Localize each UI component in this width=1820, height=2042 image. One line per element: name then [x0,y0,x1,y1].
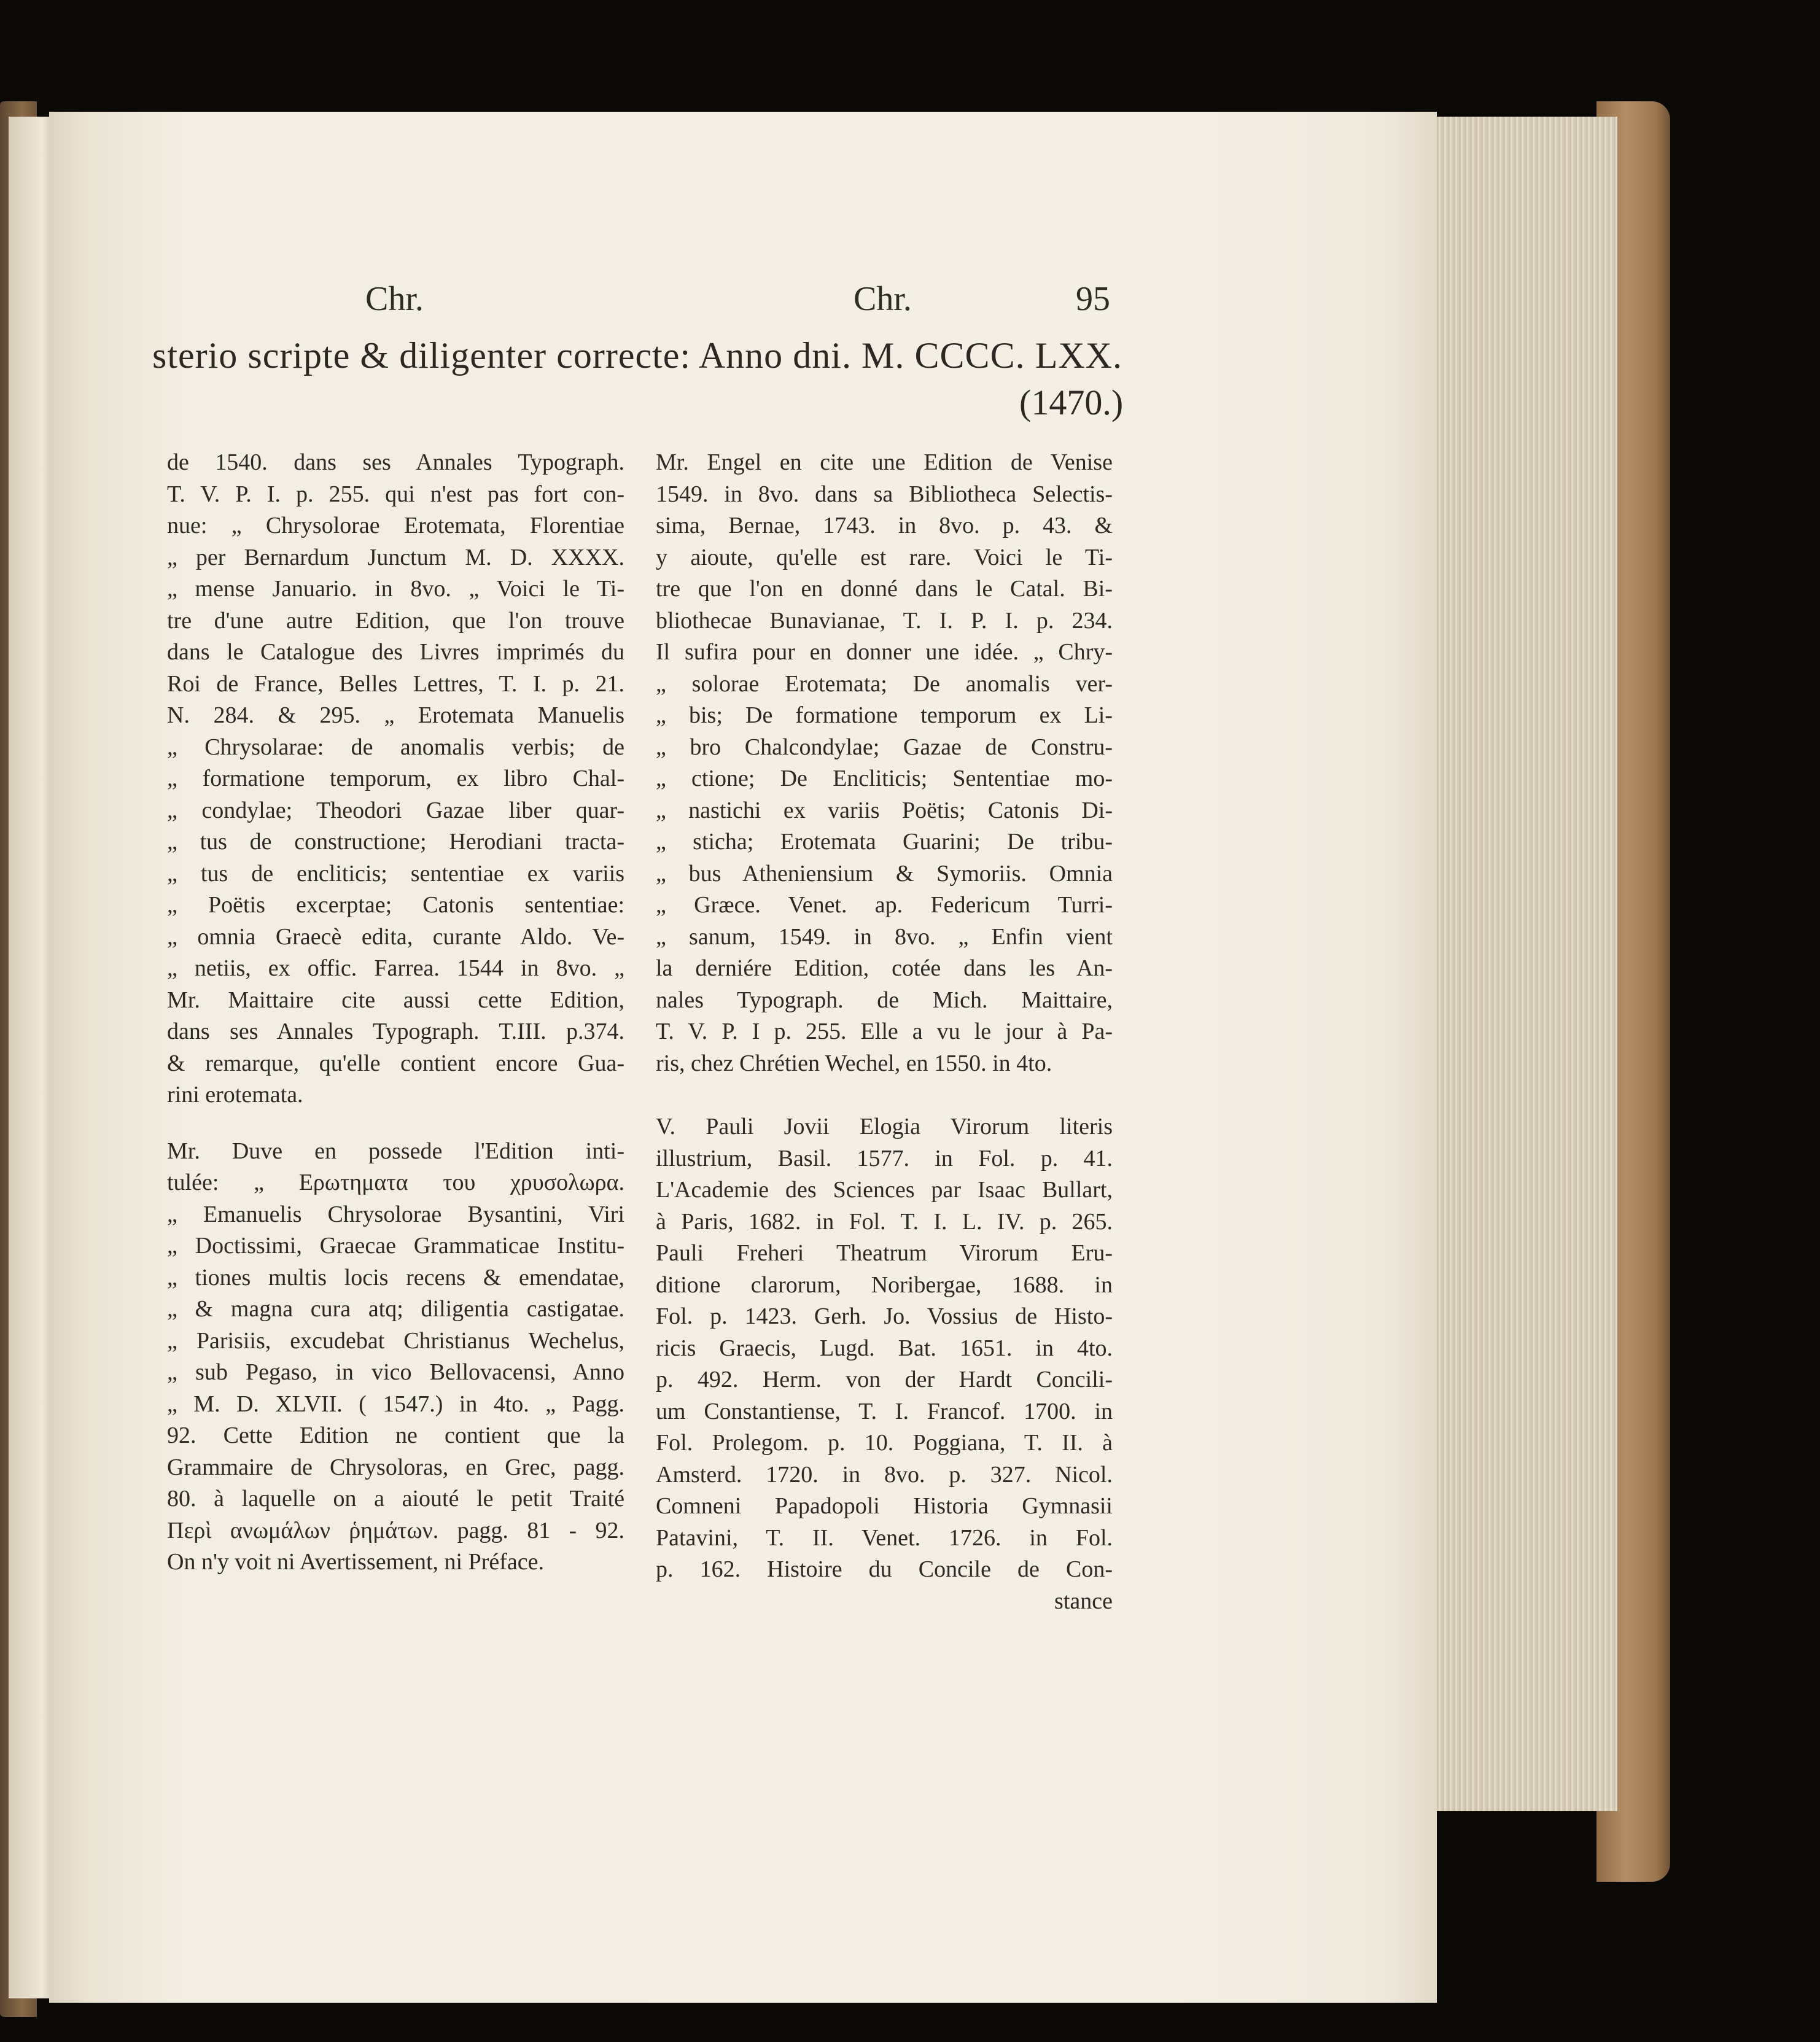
text-line: sima, Bernae, 1743. in 8vo. p. 43. & [656,513,1113,538]
text-line: stance [1054,1588,1113,1614]
text-line: „ condylae; Theodori Gazae liber quar- [167,797,624,823]
right-text-column [656,447,1113,1617]
text-line: rini erotemata. [167,1082,303,1108]
text-line: Patavini, T. II. Venet. 1726. in Fol. [656,1524,1113,1551]
text-line: ditione clarorum, Noribergae, 1688. in [656,1271,1113,1298]
text-line: Grammaire de Chrysoloras, en Grec, pagg. [167,1454,624,1480]
text-line: „ ctione; De Encliticis; Sententiae mo- [656,766,1113,791]
text-line: „ formatione temporum, ex libro Chal- [167,766,624,791]
text-line: 1549. in 8vo. dans sa Bibliotheca Selectis- [656,481,1113,507]
left-running-head: Chr. [365,280,424,318]
text-line: Comneni Papadopoli Historia Gymnasii [656,1493,1113,1519]
text-line: „ netiis, ex offic. Farrea. 1544 in 8vo. „ [167,955,624,981]
text-line: illustrium, Basil. 1577. in Fol. p. 41. [656,1145,1113,1171]
text-line: Il sufira pour en donner une idée. „ Chry- [656,639,1113,665]
running-header [0,279,1820,322]
text-line: nue: „ Chrysolorae Erotemata, Florentiae [167,513,624,538]
text-line: Amsterd. 1720. in 8vo. p. 327. Nicol. [656,1461,1113,1488]
text-line: „ solorae Erotemata; De anomalis ver- [656,670,1113,697]
text-line: dans le Catalogue des Livres imprimés du [167,639,624,665]
text-line: tre que l'on en donné dans le Catal. Bi- [656,576,1113,602]
text-line: Pauli Freheri Theatrum Virorum Eru- [656,1240,1113,1266]
text-line: tulée: „ Ερωτηματα του χρυσολωρα. [167,1170,624,1195]
text-line: V. Pauli Jovii Elogia Virorum literis [656,1114,1113,1139]
text-line: um Constantiense, T. I. Francof. 1700. in [656,1398,1113,1424]
colophon-year: (1470.) [1019,382,1124,422]
text-line: „ tus de constructione; Herodiani tracta- [167,829,624,855]
text-line: „ mense Januario. in 8vo. „ Voici le Ti- [167,576,624,602]
text-line: „ bus Atheniensium & Symoriis. Omnia [656,860,1113,887]
text-line: nales Typograph. de Mich. Maittaire, [656,987,1113,1013]
text-line: „ Græce. Venet. ap. Federicum Turri- [656,892,1113,918]
text-line: „ sanum, 1549. in 8vo. „ Enfin vient [656,923,1113,950]
text-line: „ tus de encliticis; sententiae ex variis [167,860,624,887]
text-line: p. 162. Histoire du Concile de Con- [656,1556,1113,1582]
text-line: Περὶ ανωμάλων ῥημάτων. pagg. 81 - 92. [167,1517,624,1543]
text-line: „ & magna cura atq; diligentia castigatae. [167,1296,624,1322]
text-line: „ bis; De formatione temporum ex Li- [656,702,1113,728]
text-line: Fol. p. 1423. Gerh. Jo. Vossius de Histo- [656,1303,1113,1329]
text-line: la derniére Edition, cotée dans les An- [656,955,1113,981]
text-line: „ per Bernardum Junctum M. D. XXXX. [167,544,624,570]
text-line: ris, chez Chrétien Wechel, en 1550. in 4to. [656,1050,1052,1076]
text-line: Mr. Duve en possede l'Edition inti- [167,1138,624,1164]
text-line: „ sticha; Erotemata Guarini; De tribu- [656,829,1113,855]
text-line: „ omnia Graecè edita, curante Aldo. Ve- [167,923,624,950]
text-line: Mr. Maittaire cite aussi cette Edition, [167,987,624,1013]
text-line: T. V. P. I. p. 255. qui n'est pas fort con- [167,481,624,507]
continued-colophon-line: sterio scripte & diligenter correcte: Anno dni. M. CCCC. LXX. [152,335,1122,376]
text-line: „ Emanuelis Chrysolorae Bysantini, Viri [167,1201,624,1227]
text-line: „ Chrysolarae: de anomalis verbis; de [167,734,624,760]
page-number: 95 [1076,280,1110,318]
text-line: p. 492. Herm. von der Hardt Concili- [656,1367,1113,1392]
text-line: L'Academie des Sciences par Isaac Bullart, [656,1177,1113,1203]
text-line: „ Parisiis, excudebat Christianus Wechelus, [167,1327,624,1354]
text-line: Roi de France, Belles Lettres, T. I. p. 21. [167,670,624,697]
text-line: de 1540. dans ses Annales Typograph. [167,449,624,475]
text-line: & remarque, qu'elle contient encore Gua- [167,1050,624,1076]
page-block-edge [1412,117,1617,1811]
text-line: Mr. Engel en cite une Edition de Venise [656,449,1113,475]
text-line: „ Poëtis excerptae; Catonis sententiae: [167,892,624,918]
left-text-column [167,447,624,1578]
text-line: On n'y voit ni Avertissement, ni Préface. [167,1549,545,1575]
text-line: bliothecae Bunavianae, T. I. P. I. p. 234. [656,607,1113,634]
text-line: „ M. D. XLVII. ( 1547.) in 4to. „ Pagg. [167,1391,624,1417]
text-line: tre d'une autre Edition, que l'on trouve [167,607,624,634]
text-line: „ sub Pegaso, in vico Bellovacensi, Anno [167,1359,624,1385]
text-line: dans ses Annales Typograph. T.III. p.374. [167,1019,624,1044]
text-line: Fol. Prolegom. p. 10. Poggiana, T. II. à [656,1430,1113,1456]
text-line: à Paris, 1682. in Fol. T. I. L. IV. p. 265. [656,1208,1113,1235]
paragraph-gap [656,1079,1113,1111]
text-line: „ nastichi ex variis Poëtis; Catonis Di- [656,797,1113,823]
text-line: „ Doctissimi, Graecae Grammaticae Institu- [167,1233,624,1259]
text-line: 80. à laquelle on a aiouté le petit Traité [167,1486,624,1512]
text-line: y aioute, qu'elle est rare. Voici le Ti- [656,544,1113,570]
text-line: N. 284. & 295. „ Erotemata Manuelis [167,702,624,728]
paragraph-gap [167,1111,624,1136]
text-line: „ tiones multis locis recens & emendatae, [167,1264,624,1291]
center-running-head: Chr. [854,280,912,318]
text-line: „ bro Chalcondylae; Gazae de Constru- [656,734,1113,760]
text-line: 92. Cette Edition ne contient que la [167,1423,624,1448]
text-line: ricis Graecis, Lugd. Bat. 1651. in 4to. [656,1335,1113,1361]
text-line: T. V. P. I p. 255. Elle a vu le jour à Pa- [656,1019,1113,1044]
